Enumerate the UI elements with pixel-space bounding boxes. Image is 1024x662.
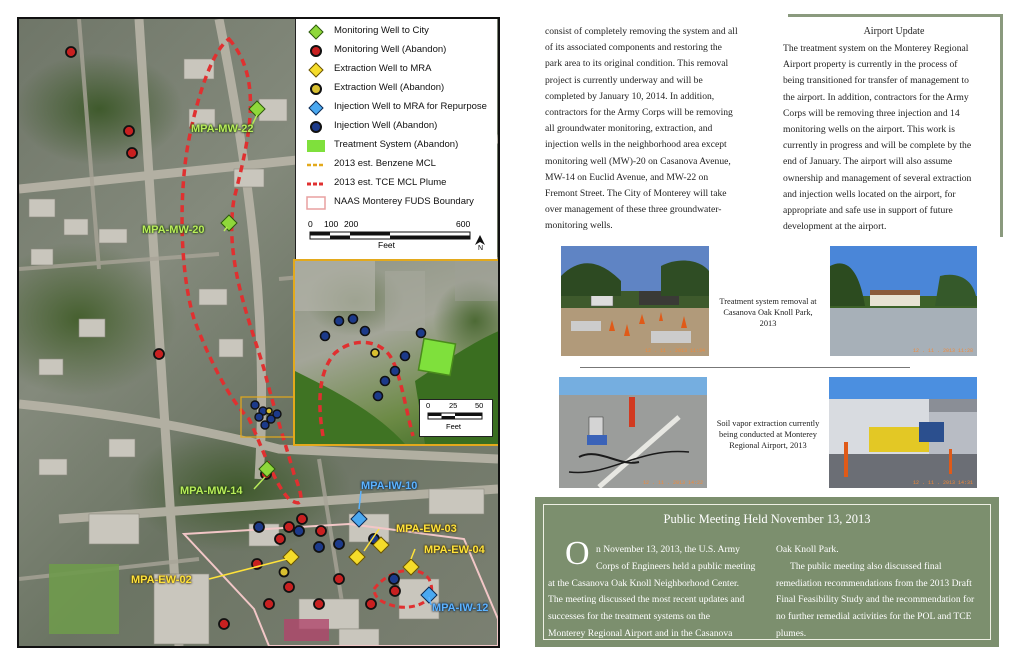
- article-line: consist of completely removing the system and all: [545, 26, 738, 37]
- caption-line: being conducted at Monterey: [719, 430, 817, 439]
- inset-scale-unit: Feet: [446, 422, 462, 431]
- legend-label: Extraction Well to MRA: [334, 63, 432, 74]
- legend-label: Injection Well to MRA for Repurpose: [334, 101, 487, 112]
- photo-soil-vapor-equipment: [559, 377, 707, 488]
- drop-cap: O: [565, 535, 590, 572]
- scale-tick: 200: [344, 219, 359, 229]
- meeting-line: at the Casanova Oak Knoll Neighborhood Center.: [548, 577, 740, 589]
- label-mpa-mw-14: MPA-MW-14: [180, 485, 243, 497]
- meeting-line: The public meeting also discussed final: [790, 560, 942, 572]
- legend-label: Monitoring Well to City: [334, 25, 429, 36]
- caption-line: Regional Airport, 2013: [729, 441, 807, 450]
- legend-label: Monitoring Well (Abandon): [334, 44, 447, 55]
- label-mpa-iw-10: MPA-IW-10: [361, 480, 418, 492]
- article-line: monitoring wells.: [545, 220, 613, 232]
- airport-line: and injection wells located on the airport, for: [783, 188, 956, 200]
- red-dot-icon: [306, 43, 326, 59]
- airport-line: appropriate and safe use in support of future: [783, 205, 953, 217]
- photo-image: [559, 377, 707, 488]
- meeting-line: Final Feasibility Study and the recommendation for: [776, 594, 975, 606]
- photo-timestamp: 12 . 11 . 2013 11:28: [912, 348, 973, 354]
- red-dash-icon: [306, 176, 326, 192]
- site-map: [17, 17, 500, 648]
- article-line: park area to its original condition. This removal: [545, 58, 729, 70]
- boundary-box-icon: [306, 195, 326, 211]
- label-mpa-mw-20: MPA-MW-20: [142, 224, 205, 236]
- legend-item: [296, 61, 497, 79]
- yellow-diamond-icon: [306, 62, 326, 78]
- north-arrow-icon: N: [478, 245, 484, 252]
- meeting-line: Oak Knoll Park.: [776, 544, 839, 555]
- airport-line: currently in progress and will be complete by the: [783, 140, 972, 152]
- photo-timestamp: 12 . 11 . 2013 14:22: [642, 480, 703, 486]
- label-mpa-mw-22: MPA-MW-22: [191, 123, 254, 135]
- photo-image: [561, 246, 709, 356]
- label-mpa-ew-04: MPA-EW-04: [424, 544, 485, 556]
- public-meeting-title: Public Meeting Held November 13, 2013: [663, 512, 871, 526]
- label-mpa-ew-02: MPA-EW-02: [131, 574, 192, 586]
- meeting-line: no further remedial activities for the POL and TCE: [776, 611, 972, 623]
- legend-item: [296, 99, 497, 117]
- yellow-dot-icon: [306, 81, 326, 97]
- photo-image: [830, 246, 977, 356]
- scale-unit: Feet: [378, 240, 396, 250]
- airport-line: Corps will be removing three injection and 14: [783, 107, 960, 119]
- legend-item: [296, 118, 497, 136]
- inset-map: [293, 259, 500, 446]
- article-line: over management of these three groundwater-: [545, 204, 722, 216]
- green-diamond-icon: [306, 24, 326, 40]
- legend-label: Extraction Well (Abandon): [334, 82, 445, 93]
- blue-dot-icon: [306, 119, 326, 135]
- airport-line: development at the airport.: [783, 221, 887, 233]
- airport-update-title: Airport Update: [863, 26, 925, 37]
- scale-tick: 600: [456, 219, 471, 229]
- photo-park-lot: [830, 246, 977, 356]
- photo-treatment-site: [561, 246, 709, 356]
- article-line: Fremont Street. The City of Monterey will take: [545, 188, 727, 200]
- legend-item: [296, 23, 497, 41]
- airport-line: ownership and management of several extraction: [783, 172, 972, 184]
- photo-divider: [580, 367, 910, 368]
- public-meeting-box: [535, 497, 999, 647]
- meeting-column-2: [776, 542, 986, 643]
- airport-update-body: [783, 41, 995, 235]
- legend-label: NAAS Monterey FUDS Boundary: [334, 196, 474, 207]
- inset-scale-tick: 0: [426, 401, 431, 410]
- article-line: project is currently underway and will be: [545, 74, 703, 86]
- caption-line: Treatment system removal at: [719, 297, 817, 306]
- legend-item: [296, 80, 497, 98]
- legend-item: [296, 194, 497, 212]
- airport-line: being transitioned for transfer of management to: [783, 75, 969, 87]
- meeting-line: Corps of Engineers held a public meeting: [596, 560, 756, 572]
- airport-update-box: [783, 14, 1003, 237]
- airport-line: monitoring wells on the airport. This work is: [783, 124, 955, 136]
- meeting-line: plumes.: [776, 627, 807, 639]
- photo-airport-hangar: [829, 377, 977, 488]
- article-line: contractors for the Army Corps will be removing: [545, 107, 733, 119]
- legend-item: [296, 137, 497, 155]
- airport-line: the airport. In addition, contractors for the Army: [783, 91, 969, 103]
- airport-line: Airport property is currently in the process of: [783, 59, 958, 71]
- article-line: monitoring well (MW)-20 on Casanova Avenue,: [545, 155, 731, 167]
- legend-label: 2013 est. Benzene MCL: [334, 158, 436, 169]
- airport-line: The treatment system on the Monterey Regional: [783, 43, 969, 54]
- legend-label: Treatment System (Abandon): [334, 139, 459, 150]
- article-line: injection wells in the neighborhood area except: [545, 139, 727, 151]
- article-line: of its associated components and restoring the: [545, 42, 722, 54]
- legend-item: [296, 175, 497, 193]
- caption-line: Soil vapor extraction currently: [716, 419, 820, 428]
- label-mpa-iw-12: MPA-IW-12: [432, 602, 489, 614]
- label-mpa-ew-03: MPA-EW-03: [396, 523, 457, 535]
- meeting-line: remediation recommendations from the 2013 Draft: [776, 577, 972, 589]
- meeting-column-1: [548, 542, 768, 643]
- meeting-line: The meeting discussed the most recent updates and: [548, 594, 745, 606]
- caption-treatment-removal: [718, 296, 818, 329]
- inset-scale-tick: 25: [449, 401, 458, 410]
- scale-tick: 0: [308, 219, 313, 229]
- scale-tick: 100: [324, 219, 339, 229]
- legend-label: Injection Well (Abandon): [334, 120, 438, 131]
- inset-scale-tick: 50: [475, 401, 484, 410]
- legend-item: [296, 156, 497, 174]
- map-legend: [295, 19, 497, 265]
- orange-dash-icon: [306, 157, 326, 173]
- article-line: MW-14 on Euclid Avenue, and MW-22 on: [545, 171, 709, 183]
- green-rect-icon: [306, 138, 326, 154]
- caption-soil-vapor: [713, 418, 823, 451]
- airport-line: end of January. The airport will also assume: [783, 156, 953, 168]
- inset-scale-bar: [419, 399, 493, 437]
- meeting-line: successes for the treatment systems on the: [548, 611, 710, 623]
- meeting-line: n November 13, 2013, the U.S. Army: [596, 544, 740, 555]
- public-meeting-frame: [543, 504, 991, 640]
- photo-image: [829, 377, 977, 488]
- photo-timestamp: 12 . 11 . 2013 14:31: [912, 480, 973, 486]
- article-line: completed by January 10, 2014. In addition,: [545, 90, 715, 102]
- blue-diamond-icon: [306, 100, 326, 116]
- article-line: all groundwater monitoring, extraction, and: [545, 123, 713, 135]
- legend-item: [296, 42, 497, 60]
- photo-timestamp: 12 . 11 . 2013 11:34: [644, 348, 705, 354]
- map-scale-bar: [306, 219, 491, 259]
- caption-line: 2013: [759, 319, 777, 328]
- meeting-line: Monterey Regional Airport and in the Casanova: [548, 627, 733, 639]
- legend-label: 2013 est. TCE MCL Plume: [334, 177, 447, 188]
- article-column: [545, 24, 755, 235]
- caption-line: Casanova Oak Knoll Park,: [723, 308, 813, 317]
